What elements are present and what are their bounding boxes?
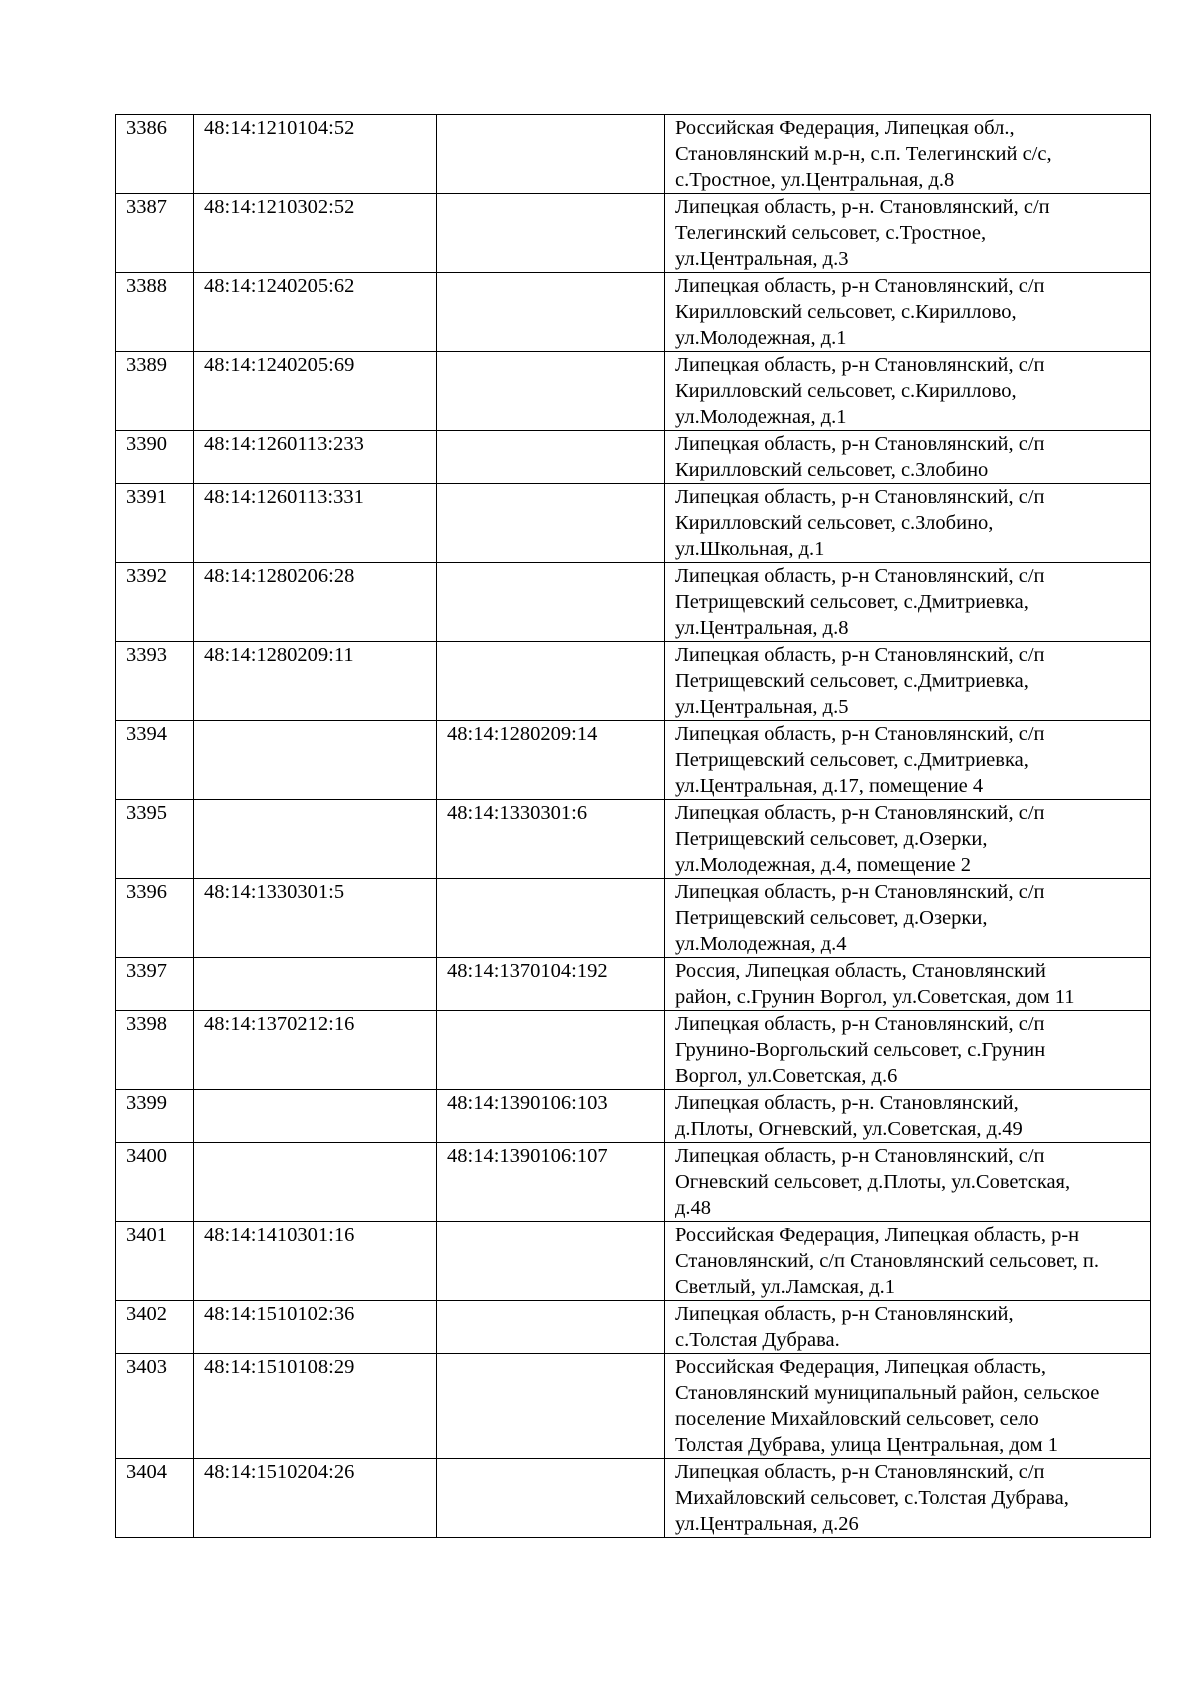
address-line: Липецкая область, р-н. Становлянский, с/п <box>675 196 1050 218</box>
cadastral-number-2-cell <box>437 563 665 642</box>
address-line: Липецкая область, р-н Становлянский, с/п <box>675 1461 1045 1483</box>
property-table <box>115 114 1151 1538</box>
address-line: ул.Центральная, д.26 <box>675 1513 859 1535</box>
address-cell <box>665 721 1151 800</box>
cadastral-number-cell <box>194 721 437 800</box>
address-cell <box>665 1459 1151 1538</box>
address-line: ул.Молодежная, д.4, помещение 2 <box>675 854 971 876</box>
row-number-cell: 3393 <box>116 642 194 721</box>
row-number-cell: 3390 <box>116 431 194 484</box>
address-cell <box>665 431 1151 484</box>
row-number-cell: 3386 <box>116 115 194 194</box>
address-line: Петрищевский сельсовет, д.Озерки, <box>675 828 988 850</box>
address-line: Липецкая область, р-н Становлянский, с/п <box>675 275 1045 297</box>
row-number-cell: 3392 <box>116 563 194 642</box>
address-line: ул.Центральная, д.8 <box>675 617 849 639</box>
row-number-cell: 3398 <box>116 1011 194 1090</box>
address-cell <box>665 1222 1151 1301</box>
address-line: с.Тростное, ул.Центральная, д.8 <box>675 169 955 191</box>
table-row <box>116 879 1151 958</box>
address-line: Липецкая область, р-н Становлянский, с/п <box>675 881 1045 903</box>
address-cell <box>665 642 1151 721</box>
table-body <box>116 115 1151 1538</box>
address-line: Петрищевский сельсовет, с.Дмитриевка, <box>675 591 1029 613</box>
address-line: ул.Молодежная, д.4 <box>675 933 847 955</box>
cadastral-number-2-cell <box>437 194 665 273</box>
address-line: Липецкая область, р-н Становлянский, с/п <box>675 486 1045 508</box>
address-line: Петрищевский сельсовет, с.Дмитриевка, <box>675 749 1029 771</box>
address-line: Липецкая область, р-н Становлянский, с/п <box>675 1013 1045 1035</box>
row-number-cell: 3388 <box>116 273 194 352</box>
row-number-cell: 3403 <box>116 1354 194 1459</box>
address-cell <box>665 115 1151 194</box>
address-cell <box>665 563 1151 642</box>
table-row <box>116 1143 1151 1222</box>
table-row <box>116 1222 1151 1301</box>
address-line: ул.Центральная, д.5 <box>675 696 849 718</box>
cadastral-number-cell: 48:14:1240205:69 <box>194 352 437 431</box>
address-line: ул.Молодежная, д.1 <box>675 327 847 349</box>
row-number-cell: 3389 <box>116 352 194 431</box>
address-line: поселение Михайловский сельсовет, село <box>675 1408 1039 1430</box>
address-line: Российская Федерация, Липецкая область, р-н <box>675 1224 1080 1246</box>
address-cell <box>665 273 1151 352</box>
cadastral-number-2-cell <box>437 879 665 958</box>
address-line: Российская Федерация, Липецкая область, <box>675 1356 1046 1378</box>
address-cell <box>665 800 1151 879</box>
cadastral-number-2-cell: 48:14:1330301:6 <box>437 800 665 879</box>
cadastral-number-2-cell <box>437 642 665 721</box>
table-row <box>116 1011 1151 1090</box>
cadastral-number-cell: 48:14:1510108:29 <box>194 1354 437 1459</box>
cadastral-number-2-cell <box>437 352 665 431</box>
address-cell <box>665 1301 1151 1354</box>
cadastral-number-cell: 48:14:1240205:62 <box>194 273 437 352</box>
address-line: Липецкая область, р-н Становлянский, с/п <box>675 644 1045 666</box>
table-row <box>116 1459 1151 1538</box>
address-line: ул.Школьная, д.1 <box>675 538 825 560</box>
address-line: район, с.Грунин Воргол, ул.Советская, дом 11 <box>675 986 1075 1008</box>
cadastral-number-cell: 48:14:1370212:16 <box>194 1011 437 1090</box>
address-line: Липецкая область, р-н. Становлянский, <box>675 1092 1019 1114</box>
table-row <box>116 1090 1151 1143</box>
address-line: Россия, Липецкая область, Становлянский <box>675 960 1046 982</box>
row-number-cell: 3395 <box>116 800 194 879</box>
cadastral-number-2-cell: 48:14:1390106:103 <box>437 1090 665 1143</box>
table-row <box>116 1301 1151 1354</box>
cadastral-number-2-cell <box>437 1354 665 1459</box>
cadastral-number-2-cell <box>437 431 665 484</box>
address-line: Становлянский м.р-н, с.п. Телегинский с/с, <box>675 143 1052 165</box>
address-line: Липецкая область, р-н Становлянский, с/п <box>675 354 1045 376</box>
table-row <box>116 484 1151 563</box>
cadastral-number-2-cell <box>437 1459 665 1538</box>
cadastral-number-2-cell: 48:14:1370104:192 <box>437 958 665 1011</box>
cadastral-number-cell: 48:14:1260113:331 <box>194 484 437 563</box>
cadastral-number-cell: 48:14:1510204:26 <box>194 1459 437 1538</box>
address-cell <box>665 194 1151 273</box>
address-cell <box>665 484 1151 563</box>
address-line: Кирилловский сельсовет, с.Кириллово, <box>675 380 1017 402</box>
address-cell <box>665 1011 1151 1090</box>
address-line: Кирилловский сельсовет, с.Злобино <box>675 459 989 481</box>
cadastral-number-2-cell <box>437 115 665 194</box>
cadastral-number-2-cell: 48:14:1280209:14 <box>437 721 665 800</box>
table-row <box>116 642 1151 721</box>
table-row <box>116 958 1151 1011</box>
cadastral-number-2-cell <box>437 484 665 563</box>
row-number-cell: 3400 <box>116 1143 194 1222</box>
cadastral-number-cell: 48:14:1330301:5 <box>194 879 437 958</box>
address-line: Становлянский, с/п Становлянский сельсовет, п. <box>675 1250 1100 1272</box>
address-line: Липецкая область, р-н Становлянский, с/п <box>675 433 1045 455</box>
row-number-cell: 3399 <box>116 1090 194 1143</box>
address-line: Огневский сельсовет, д.Плоты, ул.Советская, <box>675 1171 1071 1193</box>
cadastral-number-cell: 48:14:1280209:11 <box>194 642 437 721</box>
address-line: Липецкая область, р-н Становлянский, с/п <box>675 565 1045 587</box>
address-line: Воргол, ул.Советская, д.6 <box>675 1065 898 1087</box>
address-cell <box>665 1354 1151 1459</box>
address-line: Липецкая область, р-н Становлянский, с/п <box>675 1145 1045 1167</box>
address-line: Петрищевский сельсовет, с.Дмитриевка, <box>675 670 1029 692</box>
address-line: Телегинский сельсовет, с.Тростное, <box>675 222 987 244</box>
table-row <box>116 800 1151 879</box>
cadastral-number-cell <box>194 1090 437 1143</box>
address-cell <box>665 352 1151 431</box>
cadastral-number-cell: 48:14:1280206:28 <box>194 563 437 642</box>
address-line: Становлянский муниципальный район, сельское <box>675 1382 1100 1404</box>
table-row <box>116 431 1151 484</box>
address-cell <box>665 1090 1151 1143</box>
address-cell <box>665 879 1151 958</box>
address-line: д.Плоты, Огневский, ул.Советская, д.49 <box>675 1118 1023 1140</box>
address-line: ул.Центральная, д.3 <box>675 248 849 270</box>
address-line: Петрищевский сельсовет, д.Озерки, <box>675 907 988 929</box>
cadastral-number-2-cell <box>437 1222 665 1301</box>
address-line: с.Толстая Дубрава. <box>675 1329 840 1351</box>
row-number-cell: 3387 <box>116 194 194 273</box>
row-number-cell: 3394 <box>116 721 194 800</box>
cadastral-number-cell: 48:14:1260113:233 <box>194 431 437 484</box>
address-line: Липецкая область, р-н Становлянский, с/п <box>675 802 1045 824</box>
table-row <box>116 273 1151 352</box>
cadastral-number-cell: 48:14:1210104:52 <box>194 115 437 194</box>
address-line: Грунино-Воргольский сельсовет, с.Грунин <box>675 1039 1046 1061</box>
row-number-cell: 3404 <box>116 1459 194 1538</box>
row-number-cell: 3401 <box>116 1222 194 1301</box>
address-line: Липецкая область, р-н Становлянский, <box>675 1303 1014 1325</box>
cadastral-number-cell <box>194 800 437 879</box>
table-row <box>116 1354 1151 1459</box>
cadastral-number-cell <box>194 958 437 1011</box>
address-cell <box>665 958 1151 1011</box>
cadastral-number-2-cell: 48:14:1390106:107 <box>437 1143 665 1222</box>
cadastral-number-cell <box>194 1143 437 1222</box>
cadastral-number-cell: 48:14:1510102:36 <box>194 1301 437 1354</box>
address-line: Липецкая область, р-н Становлянский, с/п <box>675 723 1045 745</box>
address-line: Российская Федерация, Липецкая обл., <box>675 117 1015 139</box>
address-line: Кирилловский сельсовет, с.Злобино, <box>675 512 994 534</box>
table-row <box>116 563 1151 642</box>
address-line: д.48 <box>675 1197 712 1219</box>
address-cell <box>665 1143 1151 1222</box>
address-line: ул.Молодежная, д.1 <box>675 406 847 428</box>
address-line: ул.Центральная, д.17, помещение 4 <box>675 775 984 797</box>
address-line: Кирилловский сельсовет, с.Кириллово, <box>675 301 1017 323</box>
table-row <box>116 115 1151 194</box>
table-row <box>116 194 1151 273</box>
row-number-cell: 3391 <box>116 484 194 563</box>
table-row <box>116 721 1151 800</box>
row-number-cell: 3397 <box>116 958 194 1011</box>
address-line: Михайловский сельсовет, с.Толстая Дубрава, <box>675 1487 1069 1509</box>
cadastral-number-2-cell <box>437 1301 665 1354</box>
cadastral-number-cell: 48:14:1210302:52 <box>194 194 437 273</box>
row-number-cell: 3402 <box>116 1301 194 1354</box>
table-row <box>116 352 1151 431</box>
row-number-cell: 3396 <box>116 879 194 958</box>
address-line: Толстая Дубрава, улица Центральная, дом 1 <box>675 1434 1058 1456</box>
cadastral-number-2-cell <box>437 1011 665 1090</box>
cadastral-number-2-cell <box>437 273 665 352</box>
address-line: Светлый, ул.Ламская, д.1 <box>675 1276 896 1298</box>
cadastral-number-cell: 48:14:1410301:16 <box>194 1222 437 1301</box>
